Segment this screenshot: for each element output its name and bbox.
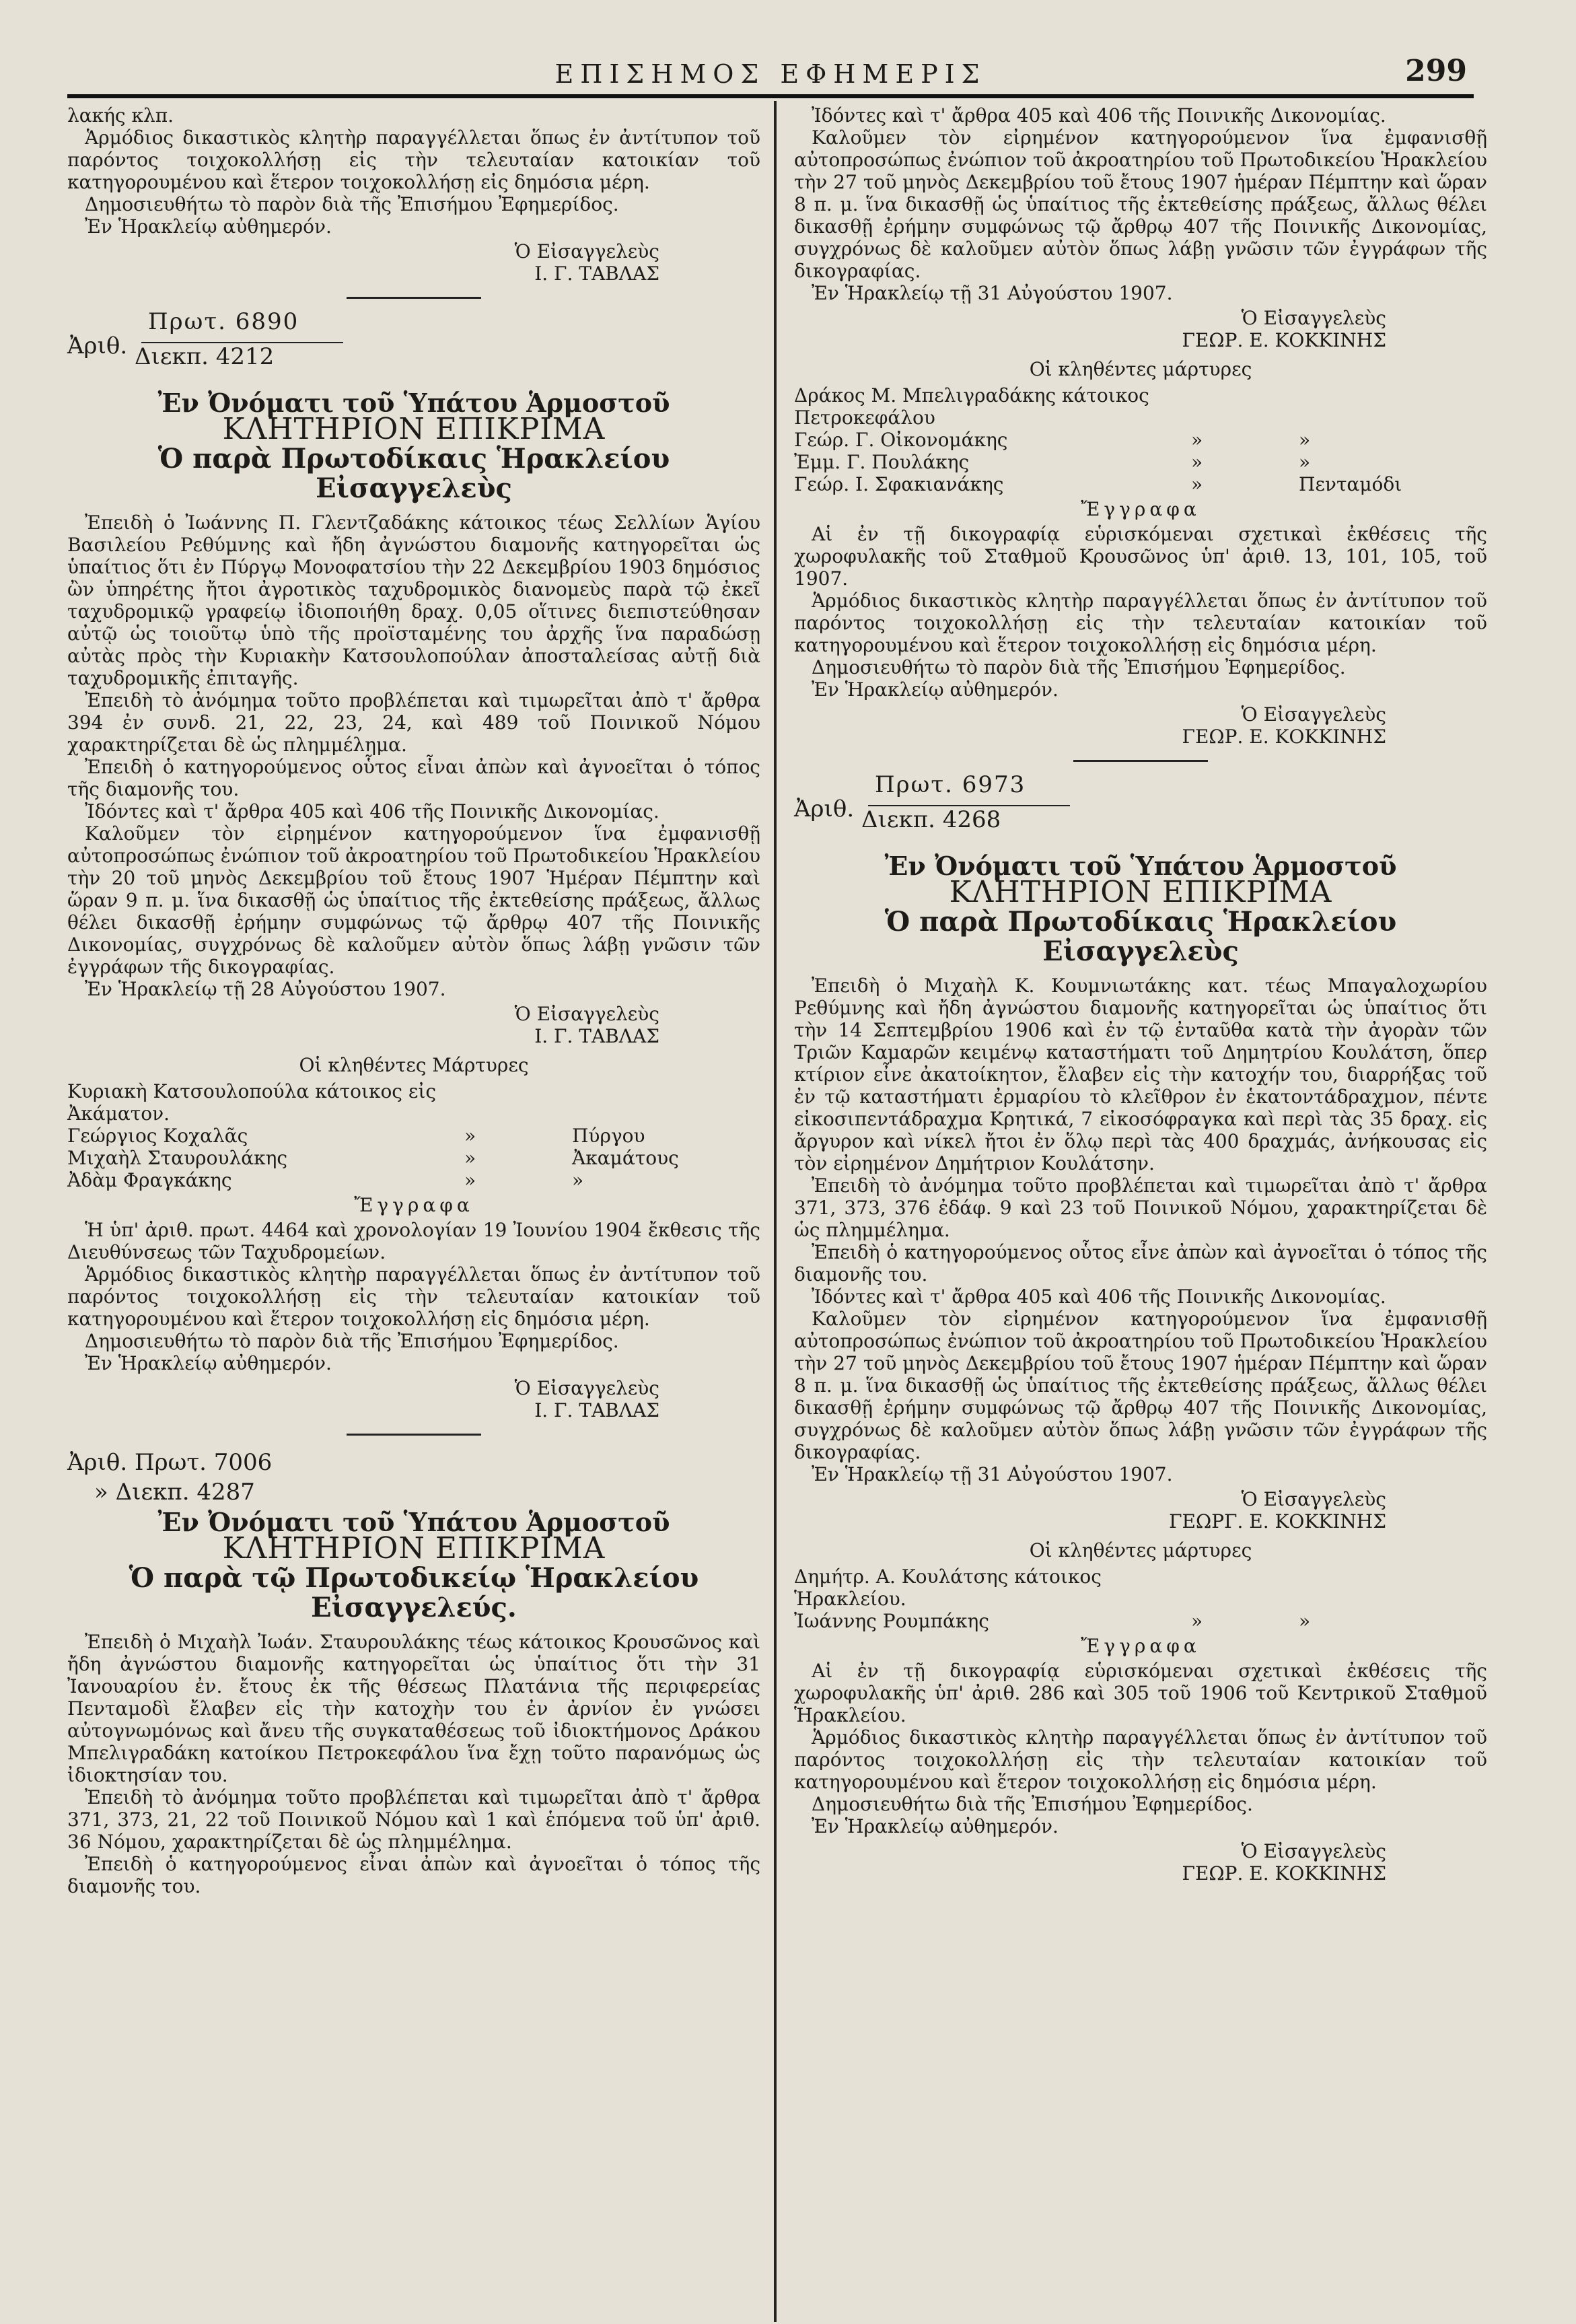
signature-name: ΓΕΩΡΓ. Ε. ΚΟΚΚΙΝΗΣ [1169,1510,1386,1533]
text-line: Ἐν Ἡρακλείῳ αὐθημερόν. [85,215,332,238]
paragraph: Αἱ ἐν τῇ δικογραφίᾳ εὑρισκόμεναι σχετικαὶ ἐκθέσεις τῆς χωροφυλακῆς ὑπ' ἀριθ. 286 καὶ 305 τοῦ 1906 τοῦ Κεντρικοῦ Σταθμοῦ Ἡρακλείου. [794,1660,1487,1726]
notice-issuer: Ὁ παρὰ Πρωτοδίκαις Ἡρακλείου Εἰσαγγελεὺς [157,443,670,504]
paragraph: Ἁρμόδιος δικαστικὸς κλητὴρ παραγγέλλεται ὅπως ἐν ἀντίτυπον τοῦ παρόντος τοιχοκολλήσῃ εἰς τὴν τελευταίαν κατοικίαν τοῦ κατηγορουμένου καὶ ἕτερον τοιχοκολλήσῃ εἰς δημόσια μέρη. [67,1263,760,1330]
notice-issuer: Ὁ παρὰ τῷ Πρωτοδικείῳ Ἡρακλείου Εἰσαγγελεύς. [129,1562,699,1623]
arith-label: Ἀριθ. [794,796,855,822]
paragraph: Ἐπειδὴ τὸ ἀνόμημα τοῦτο προβλέπεται καὶ τιμωρεῖται ἀπὸ τ' ἄρθρα 371, 373, 21, 22 τοῦ Ποινικοῦ Νόμου καὶ 1 καὶ ἑπόμενα τοῦ ὑπ' ἀριθ. 36 Νόμου, χαρακτηρίζεται δὲ ὡς πλημμέλημα. [67,1786,760,1853]
dispatch-number: Διεκπ. 4268 [861,806,1001,833]
protocol-number: Πρωτ. 6890 [148,308,299,335]
dispatch-number: » Διεκπ. 4287 [94,1479,255,1506]
witness-name: Δράκος Μ. Μπελιγραδάκης κάτοικος Πετροκεφάλου [794,384,1149,429]
signature-name: Ι. Γ. ΤΑΒΛΑΣ [534,1025,659,1047]
ditto-mark: » [1191,1610,1203,1632]
witness-name: Ἀδὰμ Φραγκάκης [67,1169,232,1191]
witness-place: » [1299,451,1311,473]
paragraph: Ἐπειδὴ τὸ ἀνόμημα τοῦτο προβλέπεται καὶ τιμωρεῖται ἀπὸ τ' ἄρθρα 371, 373, 376 ἐδάφ. 9 καὶ 23 τοῦ Ποινικοῦ Νόμου, χαρακτηρίζεται δὲ ὡς πλημμέλημα. [794,1174,1487,1241]
notice-invocation: Ἐν Ὀνόματι τοῦ Ὑπάτου Ἁρμοστοῦ [884,851,1397,881]
ditto-mark: » [464,1147,476,1169]
closing-line: Ἐν Ἡρακλείῳ αὐθημερόν. [812,678,1059,701]
documents-heading: Ἔγγραφα [1081,498,1201,520]
paragraph: Δημοσιευθήτω διὰ τῆς Ἐπισήμου Ἐφημερίδος. [812,1793,1253,1815]
reference-numbers [794,771,1487,848]
witness-place [572,1080,760,1125]
notice-type: ΚΛΗΤΗΡΙΟΝ ΕΠΙΚΡΙΜΑ [222,412,606,446]
witnesses-heading: Οἱ κληθέντες Μάρτυρες [299,1054,529,1076]
text-line: λακής κλπ. [67,104,174,127]
witness-place [1299,384,1487,429]
paragraph: Ἁρμόδιος δικαστικὸς κλητὴρ παραγγέλλεται ὅπως ἐν ἀντίτυπον τοῦ παρόντος τοιχοκολλήσῃ εἰς τὴν τελευταίαν κατοικίαν τοῦ κατηγορουμένου καὶ ἕτερον τοιχοκολλήσῃ εἰς δημόσια μέρη. [794,590,1487,656]
witness-name: Γεώργιος Κοχαλᾶς [67,1125,248,1147]
witness-place: » [1299,429,1311,451]
ditto-mark: » [464,1169,476,1191]
witness-place: » [1299,1610,1311,1632]
notice-1-tail [67,104,760,299]
paragraph: Ἰδόντες καὶ τ' ἄρθρα 405 καὶ 406 τῆς Ποινικῆς Δικονομίας. [812,104,1386,127]
left-column [67,104,760,1897]
paragraph: Ἐπειδὴ ὁ Μιχαὴλ Ἰωάν. Σταυρουλάκης τέως κάτοικος Κρουσῶνος καὶ ἤδη ἀγνώστου διαμονῆς κατηγορεῖται ὡς ὑπαίτιος ὅτι τὴν 31 Ἰανουαρίου ἐν. ἔτους ἐκ τῆς θέσεως Πλατάνια τῆς περιφερείας Πενταμοδὶ ἔλαβεν εἰς τὴν κατοχὴν του ἐν ἀρνίον ἐν γνώσει αὐτογνωμόνως καὶ ἄνευ τῆς συγκαταθέσεως τοῦ ἰδιοκτήμονος Δράκου Μπελιγραδάκη κατοίκου Πετροκεφάλου ἵνα ἔχῃ τοῦτο παρανόμως ὡς ἰδιοκτησίαν του. [67,1631,760,1786]
paragraph: Ἐπειδὴ ὁ κατηγορούμενος εἶναι ἀπὼν καὶ ἀγνοεῖται ὁ τόπος τῆς διαμονῆς του. [67,1853,760,1897]
paragraph: Αἱ ἐν τῇ δικογραφίᾳ εὑρισκόμεναι σχετικαὶ ἐκθέσεις τῆς χωροφυλακῆς τοῦ Σταθμοῦ Κρουσῶνος ὑπ' ἀριθ. 13, 101, 105, τοῦ 1907. [794,523,1487,590]
signature-title: Ὁ Εἰσαγγελεὺς [1241,1488,1386,1510]
paragraph: Ἰδόντες καὶ τ' ἄρθρα 405 καὶ 406 τῆς Ποινικῆς Δικονομίας. [812,1286,1386,1308]
paragraph: Ἁρμόδιος δικαστικὸς κλητὴρ παραγγέλλεται ὅπως ἐν ἀντίτυπον τοῦ παρόντος τοιχοκολλήσῃ εἰς τὴν τελευταίαν κατοικίαν τοῦ κατηγορουμένου καὶ ἕτερον τοιχοκολλήσῃ εἰς δημόσια μέρη. [794,1726,1487,1793]
paragraph: Ἐπειδὴ ὁ Ἰωάννης Π. Γλεντζαδάκης κάτοικος τέως Σελλίων Ἁγίου Βασιλείου Ρεθύμνης καὶ ἤδη ἀγνώστου διαμονῆς κατηγορεῖται ὡς ὑπαίτιος ὅτι ἐν Πύργῳ Μονοφατσίου τὴν 22 Δεκεμβρίου 1903 δημόσιος ὢν ὑπηρέτης ἤτοι ἀγροτικὸς ταχυδρομικὸς διανομεὺς παρὰ τῷ ἐκεῖ ταχυδρομικῷ γραφείῳ ἰδιοποιήθη δραχ. 0,05 οἵτινες διεπιστεύθησαν αὐτῷ ὡς τοιοῦτῳ ὑπὸ τῆς προϊσταμένης του ἀρχῆς ἵνα παραδώσῃ αὐτὰς πρὸς τὴν Κυριακὴν Κατσουλοπούλαν ἀποσταλείσας αὐτῇ διὰ ταχυδρομικῆς ἐπιταγῆς. [67,512,760,689]
separator-rule [347,297,481,299]
protocol-number: Ἀριθ. Πρωτ. 7006 [67,1449,273,1476]
paragraph: Καλοῦμεν τὸν εἰρημένον κατηγορούμενον ἵνα ἐμφανισθῇ αὐτοπροσώπως ἐνώπιον τοῦ ἀκροατηρίου τοῦ Πρωτοδικείου Ἡρακλείου τὴν 27 τοῦ μηνὸς Δεκεμβρίου τοῦ ἔτους 1907 ἡμέραν Πέμπτην καὶ ὥραν 8 π. μ. ἵνα δικασθῇ ὡς ὑπαίτιος τῆς ἐκτεθείσης πράξεως, ἄλλως θέλει δικασθῇ ἐρήμην συμφώνως τῷ ἄρθρῳ 407 τῆς Ποινικῆς Δικονομίας, συγχρόνως δὲ καλοῦμεν αὐτὸν ὅπως λάβῃ γνῶσιν τῶν ἐγγράφων τῆς δικογραφίας. [794,1308,1487,1463]
signature-title: Ὁ Εἰσαγγελεὺς [514,240,659,262]
page-number: 299 [1405,54,1467,88]
ditto-mark: » [1191,429,1203,451]
witness-name: Ἰωάννης Ρουμπάκης [794,1610,989,1632]
ditto-mark: » [464,1125,476,1147]
signature-name: ΓΕΩΡ. Ε. ΚΟΚΚΙΝΗΣ [1182,329,1386,351]
witness-row [67,1169,760,1191]
date-line: Ἐν Ἡρακλείῳ τῇ 31 Αὐγούστου 1907. [812,282,1173,304]
witness-row [67,1147,760,1169]
ditto-mark [1191,1565,1299,1610]
witness-place: » [572,1169,584,1191]
witness-row [794,451,1487,473]
signature-name: Ι. Γ. ΤΑΒΛΑΣ [534,262,659,285]
paragraph: Καλοῦμεν τὸν εἰρημένον κατηγορούμενον ἵνα ἐμφανισθῇ αὐτοπροσώπως ἐνώπιον τοῦ ἀκροατηρίου τοῦ Πρωτοδικείου Ἡρακλείου τὴν 20 τοῦ μηνὸς Δεκεμβρίου τοῦ ἔτους 1907 Ἡμέραν Πέμπτην καὶ ὥραν 9 π. μ. ἵνα δικασθῇ ὡς ὑπαίτιος τῆς ἐκτεθείσης πράξεως, ἄλλως θέλει δικασθῇ ἐρήμην συμφώνως τῷ ἄρθρῳ 407 τῆς Ποινικῆς Δικονομίας, συγχρόνως δὲ καλοῦμεν αὐτὸν ὅπως λάβῃ γνῶσιν τῶν ἐγγράφων τῆς δικογραφίας. [67,822,760,978]
notice-3 [67,1448,760,1897]
reference-numbers [67,308,760,385]
witness-place [1299,1565,1487,1610]
paragraph: Ἐπειδὴ ὁ κατηγορούμενος οὗτος εἶνε ἀπὼν καὶ ἀγνοεῖται ὁ τόπος τῆς διαμονῆς του. [794,1241,1487,1286]
closing-line: Ἐν Ἡρακλείῳ αὐθημερόν. [85,1352,332,1374]
notice-issuer: Ὁ παρὰ Πρωτοδίκαις Ἡρακλείου Εἰσαγγελεὺς [884,906,1397,967]
paragraph: Ἡ ὑπ' ἀριθ. πρωτ. 4464 καὶ χρονολογίαν 19 Ἰουνίου 1904 ἔκθεσις τῆς Διευθύνσεως τῶν Ταχυδρομείων. [67,1219,760,1263]
witness-place: Πύργου [572,1125,645,1147]
signature-title: Ὁ Εἰσαγγελεὺς [1241,703,1386,726]
dispatch-number: Διεκπ. 4212 [135,343,275,370]
witness-name: Γεώρ. Ι. Σφακιανάκης [794,473,1004,495]
date-line: Ἐν Ἡρακλείῳ τῇ 31 Αὐγούστου 1907. [812,1463,1173,1485]
notice-3-continued [794,104,1487,762]
protocol-number: Πρωτ. 6973 [875,771,1026,798]
signature-name: ΓΕΩΡ. Ε. ΚΟΚΚΙΝΗΣ [1182,726,1386,748]
ditto-mark: » [1191,473,1203,495]
separator-rule [347,1434,481,1436]
ditto-mark: » [1191,451,1203,473]
witness-row [794,1610,1487,1632]
notice-4 [794,771,1487,1885]
signature-name: Ι. Γ. ΤΑΒΛΑΣ [534,1399,659,1421]
witness-row [794,1565,1487,1610]
witness-name: Ἐμμ. Γ. Πουλάκης [794,451,970,473]
signature-title: Ὁ Εἰσαγγελεὺς [1241,1840,1386,1862]
notice-invocation: Ἐν Ὀνόματι τοῦ Ὑπάτου Ἁρμοστοῦ [157,388,670,418]
text-line: Ἁρμόδιος δικαστικὸς κλητὴρ παραγγέλλεται ὅπως ἐν ἀντίτυπον τοῦ παρόντος τοιχοκολλήσῃ εἰς τὴν τελευταίαν κατοικίαν τοῦ κατηγορουμένου καὶ ἕτερον τοιχοκολλήσῃ εἰς δημόσια μέρη. [67,127,760,193]
notice-type: ΚΛΗΤΗΡΙΟΝ ΕΠΙΚΡΙΜΑ [949,875,1332,909]
documents-heading: Ἔγγραφα [354,1194,474,1216]
signature-title: Ὁ Εἰσαγγελεὺς [514,1377,659,1399]
paragraph: Ἐπειδὴ τὸ ἀνόμημα τοῦτο προβλέπεται καὶ τιμωρεῖται ἀπὸ τ' ἄρθρα 394 ἐν συνδ. 21, 22, 23, 24, καὶ 489 τοῦ Ποινικοῦ Νόμου χαρακτηρίζεται δὲ ὡς πλημμέλημα. [67,689,760,756]
paragraph: Δημοσιευθήτω τὸ παρὸν διὰ τῆς Ἐπισήμου Ἐφημερίδος. [85,1330,619,1352]
witnesses-heading: Οἱ κληθέντες μάρτυρες [1029,1539,1252,1561]
witness-name: Δημήτρ. Α. Κουλάτσης κάτοικος Ἡρακλείου. [794,1565,1102,1610]
witness-place: Ἀκαμάτους [572,1147,679,1169]
gazette-title: ΕΠΙΣΗΜΟΣ ΕΦΗΜΕΡΙΣ [554,59,987,89]
paragraph: Ἐπειδὴ ὁ Μιχαὴλ Κ. Κουμνιωτάκης κατ. τέως Μπαγαλοχωρίου Ρεθύμνης καὶ ἤδη ἀγνώστου διαμονῆς κατηγορεῖται ὡς ὑπαίτιος ὅτι τὴν 14 Σεπτεμβρίου 1906 καὶ ἐν τῷ ἐνταῦθα κατὰ τὴν ἀγορὰν τῶν Τριῶν Καμαρῶν κειμένῳ καταστήματι τοῦ Δημητρίου Κουλάτση, ὅπερ κτίριον εἶνε ἀκατοίκητον, ἔλαβεν εἰς τὴν κατοχήν του, διαρρήξας τοῦ ἐν τῷ καταστήματι ἐρμαρίου τὸ κλεῖθρον ἐν ἑκατοντάδραχμον, πέντε εἰκοσιπεντάδραχμα Κρητικά, 7 εἰκοσόφραγκα καὶ περὶ τὰς 35 δραχ. εἰς ἄργυρον καὶ νίκελ ἤτοι ἐν ὅλῳ περὶ τὰς 400 δραχμάς, ἀνήκουσας εἰς τὸν εἰρημένον Δημήτριον Κουλάτσην. [794,975,1487,1174]
masthead [67,54,1474,98]
witness-place: Πενταμόδι [1299,473,1402,495]
paragraph: Ἐπειδὴ ὁ κατηγορούμενος οὗτος εἶναι ἀπὼν καὶ ἀγνοεῖται ὁ τόπος τῆς διαμονῆς του. [67,756,760,800]
paragraph: Ἰδόντες καὶ τ' ἄρθρα 405 καὶ 406 τῆς Ποινικῆς Δικονομίας. [85,800,659,822]
witness-row [67,1080,760,1125]
right-column [794,104,1487,1891]
signature-name: ΓΕΩΡ. Ε. ΚΟΚΚΙΝΗΣ [1182,1862,1386,1885]
documents-heading: Ἔγγραφα [1081,1635,1201,1657]
witnesses-heading: Οἱ κληθέντες μάρτυρες [1029,358,1252,380]
arith-label: Ἀριθ. [67,332,128,359]
ditto-mark [1191,384,1299,429]
witness-row [794,429,1487,451]
notice-type: ΚΛΗΤΗΡΙΟΝ ΕΠΙΚΡΙΜΑ [222,1531,606,1565]
witness-row [67,1125,760,1147]
notice-2 [67,308,760,1436]
separator-rule [1073,760,1208,762]
ditto-mark [464,1080,572,1125]
witness-name: Γεώρ. Γ. Οἰκονομάκης [794,429,1008,451]
signature-title: Ὁ Εἰσαγγελεὺς [514,1003,659,1025]
signature-title: Ὁ Εἰσαγγελεὺς [1241,307,1386,329]
notice-invocation: Ἐν Ὀνόματι τοῦ Ὑπάτου Ἁρμοστοῦ [157,1507,670,1537]
paragraph: Δημοσιευθήτω τὸ παρὸν διὰ τῆς Ἐπισήμου Ἐφημερίδος. [812,656,1346,678]
witness-row [794,384,1487,429]
paragraph: Καλοῦμεν τὸν εἰρημένον κατηγορούμενον ἵνα ἐμφανισθῇ αὐτοπροσώπως ἐνώπιον τοῦ ἀκροατηρίου τοῦ Πρωτοδικείου Ἡρακλείου τὴν 27 τοῦ μηνὸς Δεκεμβρίου τοῦ ἔτους 1907 ἡμέραν Πέμπτην καὶ ὥραν 8 π. μ. ἵνα δικασθῇ ὡς ὑπαίτιος τῆς ἐκτεθείσης πράξεως, ἄλλως θέλει δικασθῇ ἐρήμην συμφώνως τῷ ἄρθρῳ 407 τῆς Ποινικῆς Δικονομίας, συγχρόνως δὲ καλοῦμεν αὐτὸν ὅπως λάβῃ γνῶσιν τῶν ἐγγράφων τῆς δικογραφίας. [794,127,1487,282]
witness-name: Κυριακὴ Κατσουλοπούλα κάτοικος εἰς Ἀκάματον. [67,1080,437,1125]
closing-line: Ἐν Ἡρακλείῳ αὐθημερόν. [812,1815,1059,1837]
date-line: Ἐν Ἡρακλείῳ τῇ 28 Αὐγούστου 1907. [85,978,446,1000]
witness-row [794,473,1487,495]
text-line: Δημοσιευθήτω τὸ παρὸν διὰ τῆς Ἐπισήμου Ἐφημερίδος. [85,193,619,215]
witness-name: Μιχαὴλ Σταυρουλάκης [67,1147,288,1169]
column-divider [774,101,777,2322]
